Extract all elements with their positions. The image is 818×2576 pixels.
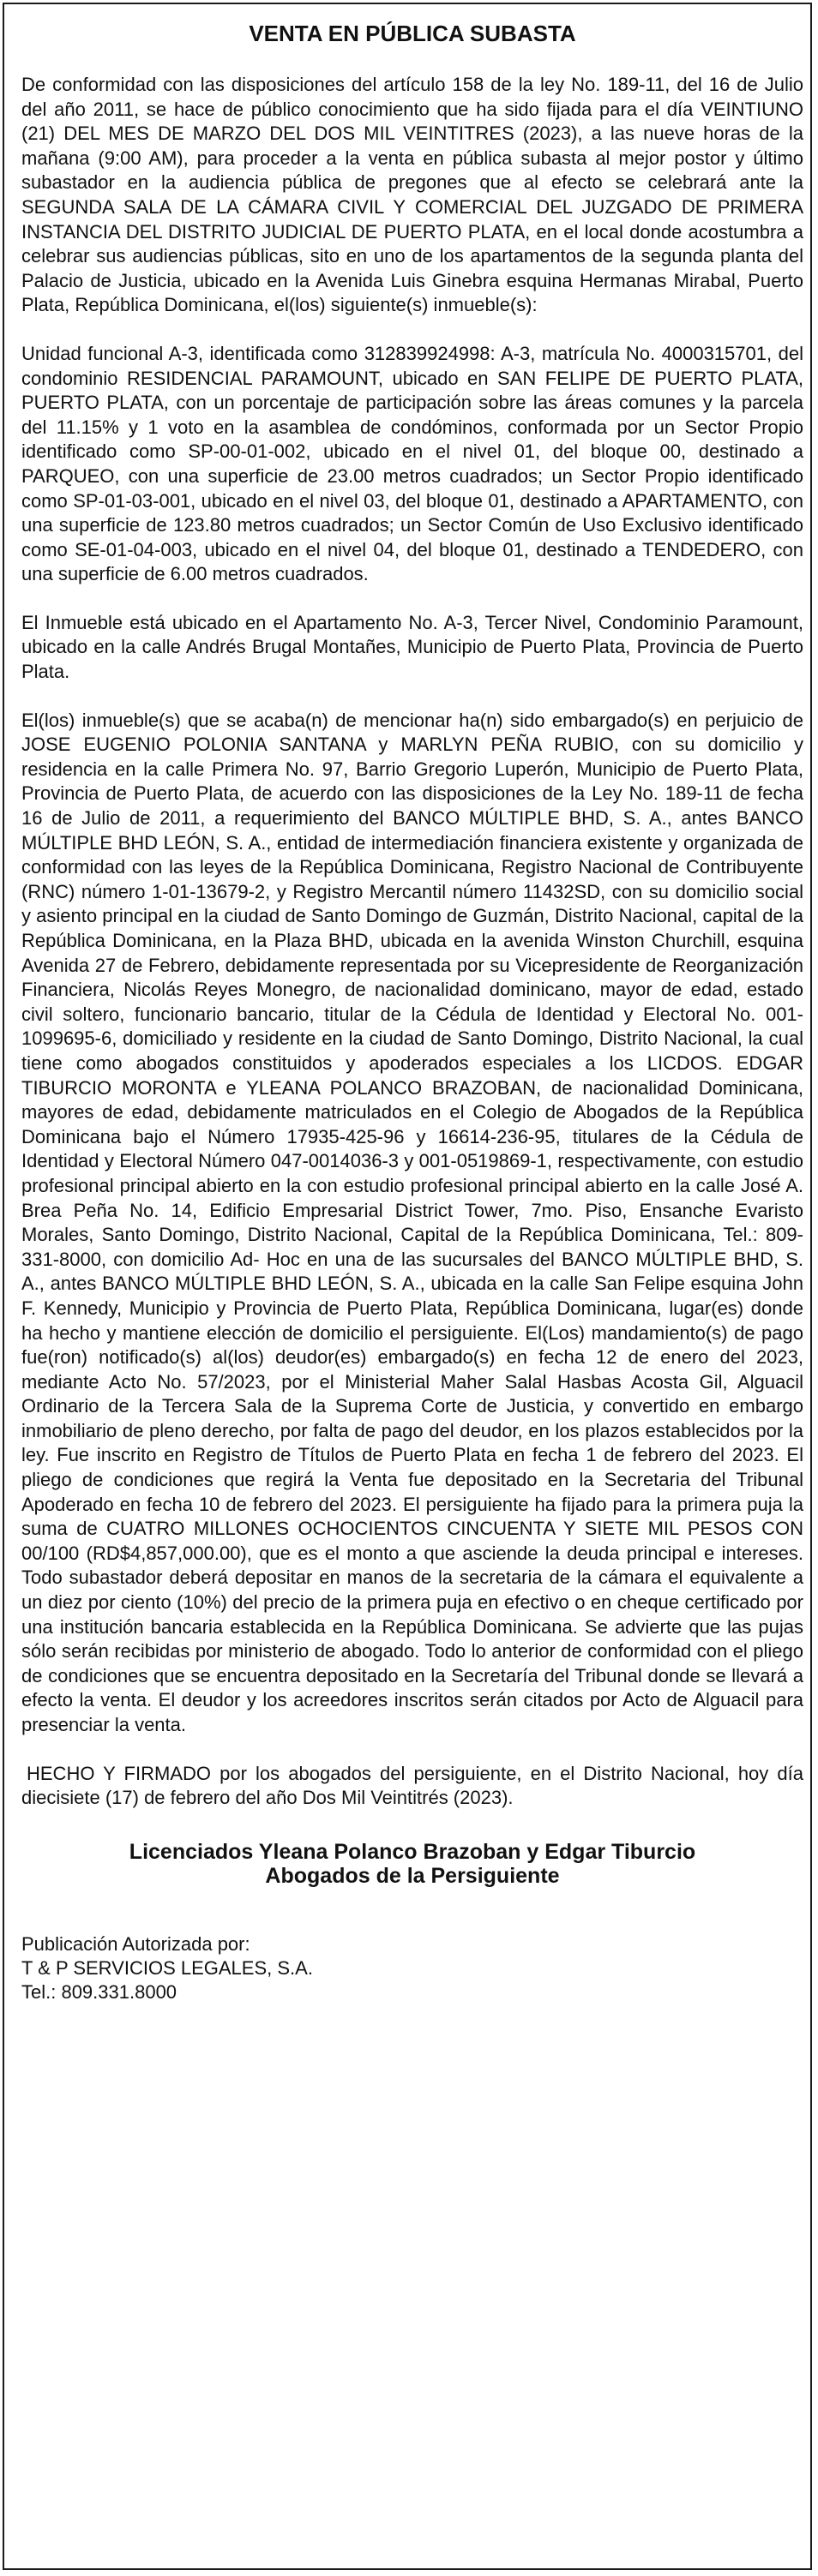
paragraph-signed-statement: HECHO Y FIRMADO por los abogados del persiguiente, en el Distrito Nacional, hoy día diecisiete (17) de febrero del año Dos Mil Veintitrés (2023). [21,1762,803,1809]
notice-frame [3,3,812,2570]
signature-names: Licenciados Yleana Polanco Brazoban y Edgar Tiburcio [129,1839,696,1864]
footer-company: T & P SERVICIOS LEGALES, S.A. [21,1956,313,1979]
signature-role: Abogados de la Persiguiente [265,1863,560,1888]
paragraph-property-location: El Inmueble está ubicado en el Apartamento No. A-3, Tercer Nivel, Condominio Paramount, ubicado en la calle Andrés Brugal Montañes, Municipio de Puerto Plata, Provincia de Puerto Plata. [21,611,803,683]
notice-title: VENTA EN PÚBLICA SUBASTA [249,21,576,46]
publication-footer [21,1932,803,2004]
paragraph-seizure-details: El(los) inmueble(s) que se acaba(n) de mencionar ha(n) sido embargado(s) en perjuicio de JOSE EUGENIO POLONIA SANTANA y MARLYN PEÑA RUBIO, con su domicilio y residencia en la calle Primera No. 97, Barrio Gregorio Luperón, Municipio de Puerto Plata, Provincia de Puerto Plata, de acuerdo con las disposiciones de la Ley No. 189-11 de fecha 16 de Julio de 2011, a requerimiento del BANCO MÚLTIPLE BHD, S. A., antes BANCO MÚLTIPLE BHD LEÓN, S. A., entidad de intermediación financiera existente y organizada de conformidad con las leyes de la República Dominicana, Registro Nacional de Contribuyente (RNC) número 1-01-13679-2, y Registro Mercantil número 11432SD, con su domicilio social y asiento principal en la ciudad de Santo Domingo de Guzmán, Distrito Nacional, capital de la República Dominicana, en la Plaza BHD, ubicada en la avenida Winston Churchill, esquina Avenida 27 de Febrero, debidamente representada por su Vicepresidente de Reorganización Financiera, Nicolás Reyes Monegro, de nacionalidad dominicano, mayor de edad, estado civil soltero, funcionario bancario, titular de la Cédula de Identidad y Electoral No. 001-1099695-6, domiciliado y residente en la ciudad de Santo Domingo, Distrito Nacional, la cual tiene como abogados constituidos y apoderados especiales a los LICDOS. EDGAR TIBURCIO MORONTA e YLEANA POLANCO BRAZOBAN, de nacionalidad Dominicana, mayores de edad, debidamente matriculados en el Colegio de Abogados de la República Dominicana bajo el Número 17935-425-96 y 16614-236-95, titulares de la Cédula de Identidad y Electoral Número 047-0014036-3 y 001-0519869-1, respectivamente, con estudio profesional principal abierto en la con estudio profesional principal abierto en la calle José A. Brea Peña No. 14, Edificio Empresarial District Tower, 7mo. Piso, Ensanche Evaristo Morales, Santo Domingo, Distrito Nacional, Capital de la República Dominicana, Tel.: 809-331-8000, con domicilio Ad- Hoc en una de las sucursales del BANCO MÚLTIPLE BHD, S. A., antes BANCO MÚLTIPLE BHD LEÓN, S. A., ubicada en la calle San Felipe esquina John F. Kennedy, Municipio y Provincia de Puerto Plata, República Dominicana, lugar(es) donde ha hecho y mantiene elección de domicilio el persiguiente. El(Los) mandamiento(s) de pago fue(ron) notificado(s) al(los) deudor(es) embargado(s) en fecha 12 de enero del 2023, mediante Acto No. 57/2023, por el Ministerial Maher Salal Hasbas Acosta Gil, Alguacil Ordinario de la Tercera Sala de la Suprema Corte de Justicia, y convertido en embargo inmobiliario de pleno derecho, por falta de pago del deudor, en los plazos establecidos por la ley. Fue inscrito en Registro de Títulos de Puerto Plata en fecha 1 de febrero del 2023. El pliego de condiciones que regirá la Venta fue depositado en la Secretaria del Tribunal Apoderado en fecha 10 de febrero del 2023. El persiguiente ha fijado para la primera puja la suma de CUATRO MILLONES OCHOCIENTOS CINCUENTA Y SIETE MIL PESOS CON 00/100 (RD$4,857,000.00), que es el monto a que asciende la deuda principal e intereses. Todo subastador deberá depositar en manos de la secretaria de la cámara el equivalente a un diez por ciento (10%) del precio de la primera puja en efectivo o en cheque certificado por una institución bancaria establecida en la República Dominicana. Se advierte que las pujas sólo serán recibidas por ministerio de abogado. Todo lo anterior de conformidad con el pliego de condiciones que se encuentra depositado en la Secretaría del Tribunal donde se llevará a efecto la venta. El deudor y los acreedores inscritos serán citados por Acto de Alguacil para presenciar la venta. [21,709,803,1735]
signature-block [21,1840,803,1888]
notice-content [21,20,803,2004]
paragraph-property-description: Unidad funcional A-3, identificada como 312839924998: A-3, matrícula No. 4000315701, del condominio RESIDENCIAL PARAMOUNT, ubicado en SAN FELIPE DE PUERTO PLATA, PUERTO PLATA, con un porcentaje de participación sobre las áreas comunes y la parcela del 11.15% y 1 voto en la asamblea de condóminos, conformada por un Sector Propio identificado como SP-00-01-002, ubicado en el nivel 01, del bloque 00, destinado a PARQUEO, con una superficie de 23.00 metros cuadrados; un Sector Propio identificado como SP-01-03-001, ubicado en el nivel 03, del bloque 01, destinado a APARTAMENTO, con una superficie de 123.80 metros cuadrados; un Sector Común de Uso Exclusivo identificado como SE-01-04-003, ubicado en el nivel 04, del bloque 01, destinado a TENDEDERO, con una superficie de 6.00 metros cuadrados. [21,342,803,585]
footer-authorized-label: Publicación Autorizada por: [21,1932,250,1955]
footer-phone: Tel.: 809.331.8000 [21,1980,177,2003]
paragraph-announcement: De conformidad con las disposiciones del artículo 158 de la ley No. 189-11, del 16 de Julio del año 2011, se hace de público conocimiento que ha sido fijada para el día VEINTIUNO (21) DEL MES DE MARZO DEL DOS MIL VEINTITRES (2023), a las nueve horas de la mañana (9:00 AM), para proceder a la venta en pública subasta al mejor postor y último subastador en la audiencia pública de pregones que al efecto se celebrará ante la SEGUNDA SALA DE LA CÁMARA CIVIL Y COMERCIAL DEL JUZGADO DE PRIMERA INSTANCIA DEL DISTRITO JUDICIAL DE PUERTO PLATA, en el local donde acostumbra a celebrar sus audiencias públicas, sito en uno de los apartamentos de la segunda planta del Palacio de Justicia, ubicado en la Avenida Luis Ginebra esquina Hermanas Mirabal, Puerto Plata, República Dominicana, el(los) siguiente(s) inmueble(s): [21,74,803,316]
